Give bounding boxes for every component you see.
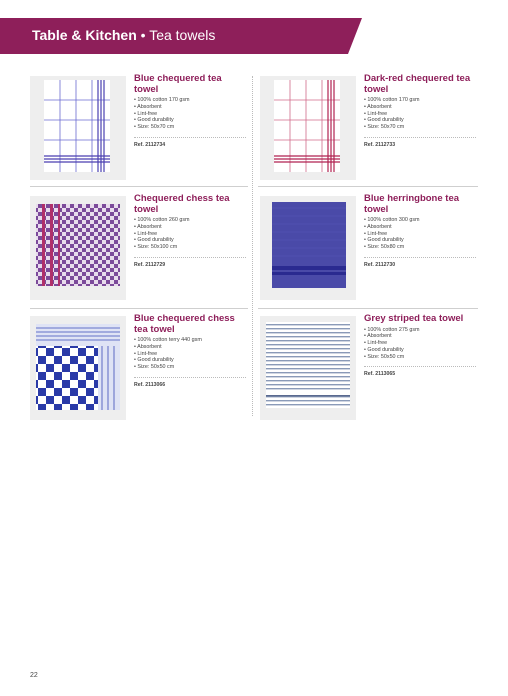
product-ref: Ref. 2112734	[134, 137, 246, 148]
feature-item: • 100% cotton 260 gsm	[134, 217, 246, 224]
feature-item: • Good durability	[364, 237, 476, 244]
feature-item: • Absorbent	[134, 104, 246, 111]
product-info	[364, 314, 476, 377]
feature-item: • 100% cotton 170 gsm	[364, 97, 476, 104]
feature-list	[364, 327, 476, 361]
row-divider	[30, 308, 248, 309]
product-card[interactable]	[260, 193, 472, 300]
feature-item: • Lint-free	[134, 111, 246, 118]
feature-item: • Good durability	[134, 117, 246, 124]
row-divider	[258, 308, 478, 309]
product-ref: Ref. 2112729	[134, 257, 246, 268]
product-info	[134, 74, 246, 148]
feature-item: • Good durability	[134, 357, 246, 364]
feature-item: • Lint-free	[134, 231, 246, 238]
product-name: Blue herringbone tea towel	[364, 193, 460, 215]
product-ref: Ref. 2112733	[364, 137, 476, 148]
product-name: Grey striped tea towel	[364, 313, 464, 324]
product-name: Dark-red chequered tea towel	[364, 73, 471, 95]
feature-item: • Good durability	[134, 237, 246, 244]
product-image-dark-red-chequered	[260, 76, 356, 180]
feature-item: • 100% cotton 170 gsm	[134, 97, 246, 104]
product-image-blue-herringbone	[260, 196, 356, 300]
feature-item: • Lint-free	[364, 111, 476, 118]
product-info	[134, 314, 246, 388]
header-separator: •	[136, 27, 150, 43]
feature-item: • Size: 50x50 cm	[134, 364, 246, 371]
feature-list	[134, 217, 246, 251]
row-divider	[30, 186, 248, 187]
subsection-title: Tea towels	[149, 27, 216, 43]
feature-list	[134, 97, 246, 131]
product-image-blue-chequered-chess	[30, 316, 126, 420]
product-ref: Ref. 2112730	[364, 257, 476, 268]
page-number: 22	[30, 672, 38, 679]
feature-list	[134, 337, 246, 371]
feature-item: • 100% cotton 300 gsm	[364, 217, 476, 224]
product-info	[364, 74, 476, 148]
row-divider	[258, 186, 478, 187]
product-info	[134, 194, 246, 268]
product-card[interactable]	[260, 313, 472, 420]
feature-item: • Lint-free	[364, 231, 476, 238]
feature-item: • Good durability	[364, 117, 476, 124]
feature-item: • Size: 50x80 cm	[364, 244, 476, 251]
feature-item: • Lint-free	[364, 340, 476, 347]
feature-item: • Size: 50x50 cm	[364, 354, 476, 361]
column-divider	[252, 76, 253, 416]
product-image-grey-striped	[260, 316, 356, 420]
product-card[interactable]	[30, 73, 242, 180]
product-card[interactable]	[30, 193, 242, 300]
product-name: Blue chequered chess tea towel	[134, 313, 235, 335]
feature-item: • Absorbent	[134, 344, 246, 351]
feature-item: • 100% cotton terry 440 gsm	[134, 337, 246, 344]
product-info	[364, 194, 476, 268]
feature-item: • Lint-free	[134, 351, 246, 358]
feature-item: • Size: 50x70 cm	[364, 124, 476, 131]
product-name: Chequered chess tea towel	[134, 193, 230, 215]
feature-item: • Good durability	[364, 347, 476, 354]
product-image-chequered-chess	[30, 196, 126, 300]
feature-item: • Size: 50x100 cm	[134, 244, 246, 251]
feature-list	[364, 97, 476, 131]
product-card[interactable]	[30, 313, 242, 420]
section-header	[0, 18, 360, 54]
product-name: Blue chequered tea towel	[134, 73, 222, 95]
product-ref: Ref. 2113066	[134, 377, 246, 388]
header-title	[32, 27, 215, 43]
feature-item: • Absorbent	[134, 224, 246, 231]
feature-item: • Size: 50x70 cm	[134, 124, 246, 131]
feature-item: • Absorbent	[364, 333, 476, 340]
feature-item: • Absorbent	[364, 104, 476, 111]
feature-item: • 100% cotton 275 gsm	[364, 327, 476, 334]
feature-item: • Absorbent	[364, 224, 476, 231]
product-image-blue-chequered	[30, 76, 126, 180]
section-title: Table & Kitchen	[32, 27, 137, 43]
product-card[interactable]	[260, 73, 472, 180]
product-ref: Ref. 2113065	[364, 366, 476, 377]
feature-list	[364, 217, 476, 251]
